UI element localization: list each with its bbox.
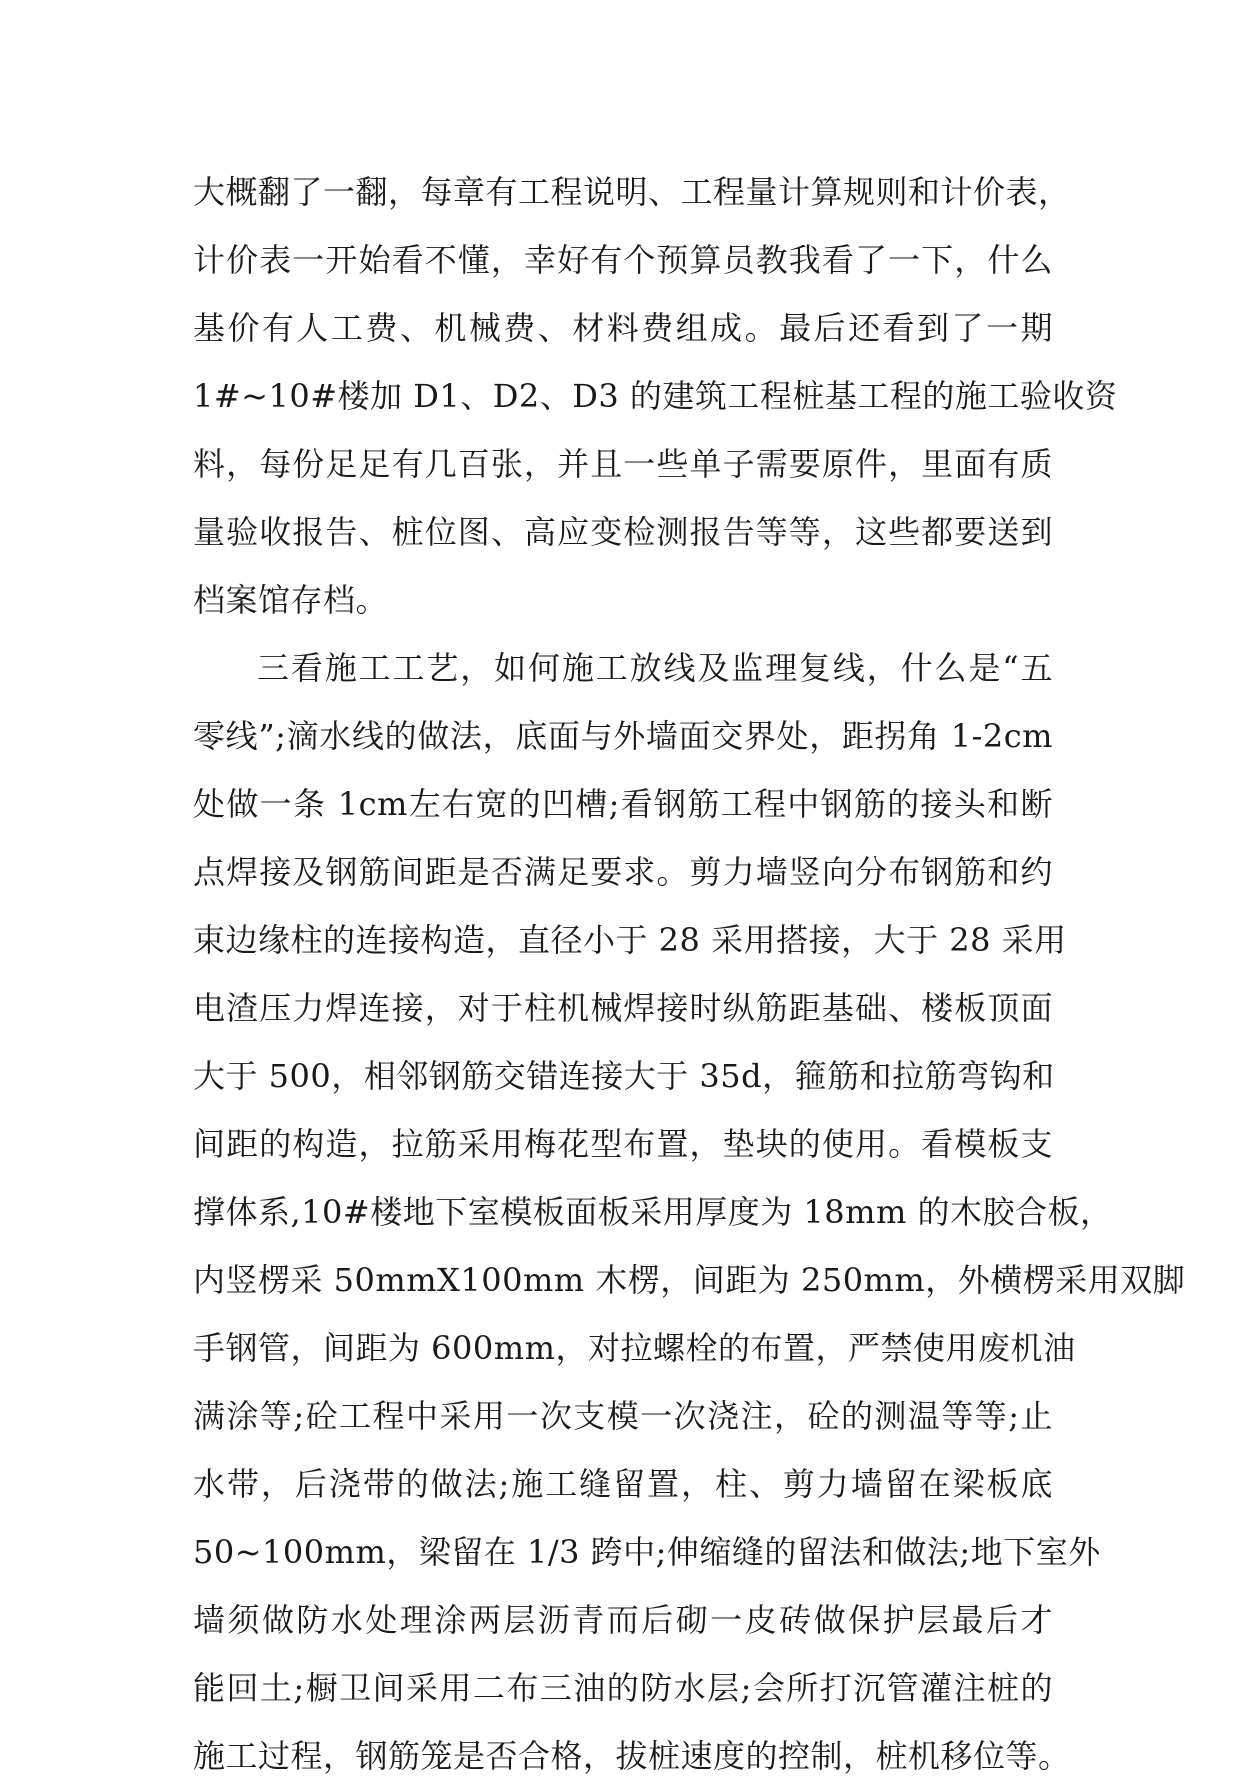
paragraph-2 — [193, 634, 1186, 1790]
text-line: 大于 500，相邻钢筋交错连接大于 35d，箍筋和拉筋弯钩和 — [193, 1057, 1055, 1095]
text-line: 间距的构造，拉筋采用梅花型布置，垫块的使用。看模板支 — [193, 1125, 1053, 1163]
paragraph-1 — [193, 158, 1118, 634]
text-line: 大概翻了一翻，每章有工程说明、工程量计算规则和计价表， — [193, 173, 1071, 211]
text-line: 点焊接及钢筋间距是否满足要求。剪力墙竖向分布钢筋和约 — [193, 853, 1053, 891]
text-line: 墙须做防水处理涂两层沥青而后砌一皮砖做保护层最后才 — [193, 1601, 1053, 1639]
text-line: 撑体系,10#楼地下室模板面板采用厚度为 18mm 的木胶合板， — [193, 1193, 1113, 1231]
text-line: 手钢管，间距为 600mm，对拉螺栓的布置，严禁使用废机油 — [193, 1329, 1076, 1367]
body-text — [193, 158, 1186, 1790]
text-line: 计价表一开始看不懂，幸好有个预算员教我看了一下，什么 — [193, 241, 1053, 279]
text-line: 零线”;滴水线的做法，底面与外墙面交界处，距拐角 1-2cm — [193, 717, 1053, 755]
text-line: 束边缘柱的连接构造，直径小于 28 采用搭接，大于 28 采用 — [193, 921, 1067, 959]
text-line: 1#~10#楼加 D1、D2、D3 的建筑工程桩基工程的施工验收资 — [193, 377, 1118, 415]
text-line: 基价有人工费、机械费、材料费组成。最后还看到了一期 — [193, 309, 1053, 347]
text-line: 处做一条 1cm左右宽的凹槽;看钢筋工程中钢筋的接头和断 — [193, 785, 1053, 823]
text-line: 50~100mm，梁留在 1/3 跨中;伸缩缝的留法和做法;地下室外 — [193, 1533, 1101, 1571]
text-line: 施工过程，钢筋笼是否合格，拔桩速度的控制，桩机移位等。 — [193, 1737, 1071, 1775]
text-line: 能回土;橱卫间采用二布三油的防水层;会所打沉管灌注桩的 — [193, 1669, 1053, 1707]
text-line: 满涂等;砼工程中采用一次支模一次浇注，砼的测温等等;止 — [193, 1397, 1053, 1435]
text-line: 量验收报告、桩位图、高应变检测报告等等，这些都要送到 — [193, 513, 1053, 551]
text-line: 料，每份足足有几百张，并且一些单子需要原件，里面有质 — [193, 445, 1053, 483]
text-line: 水带，后浇带的做法;施工缝留置，柱、剪力墙留在梁板底 — [193, 1465, 1053, 1503]
text-line: 档案馆存档。 — [193, 581, 389, 619]
text-line: 三看施工工艺，如何施工放线及监理复线，什么是“五 — [257, 649, 1053, 687]
text-line: 内竖楞采 50mmX100mm 木楞，间距为 250mm，外横楞采用双脚 — [193, 1261, 1186, 1299]
text-line: 电渣压力焊连接，对于柱机械焊接时纵筋距基础、楼板顶面 — [193, 989, 1053, 1027]
